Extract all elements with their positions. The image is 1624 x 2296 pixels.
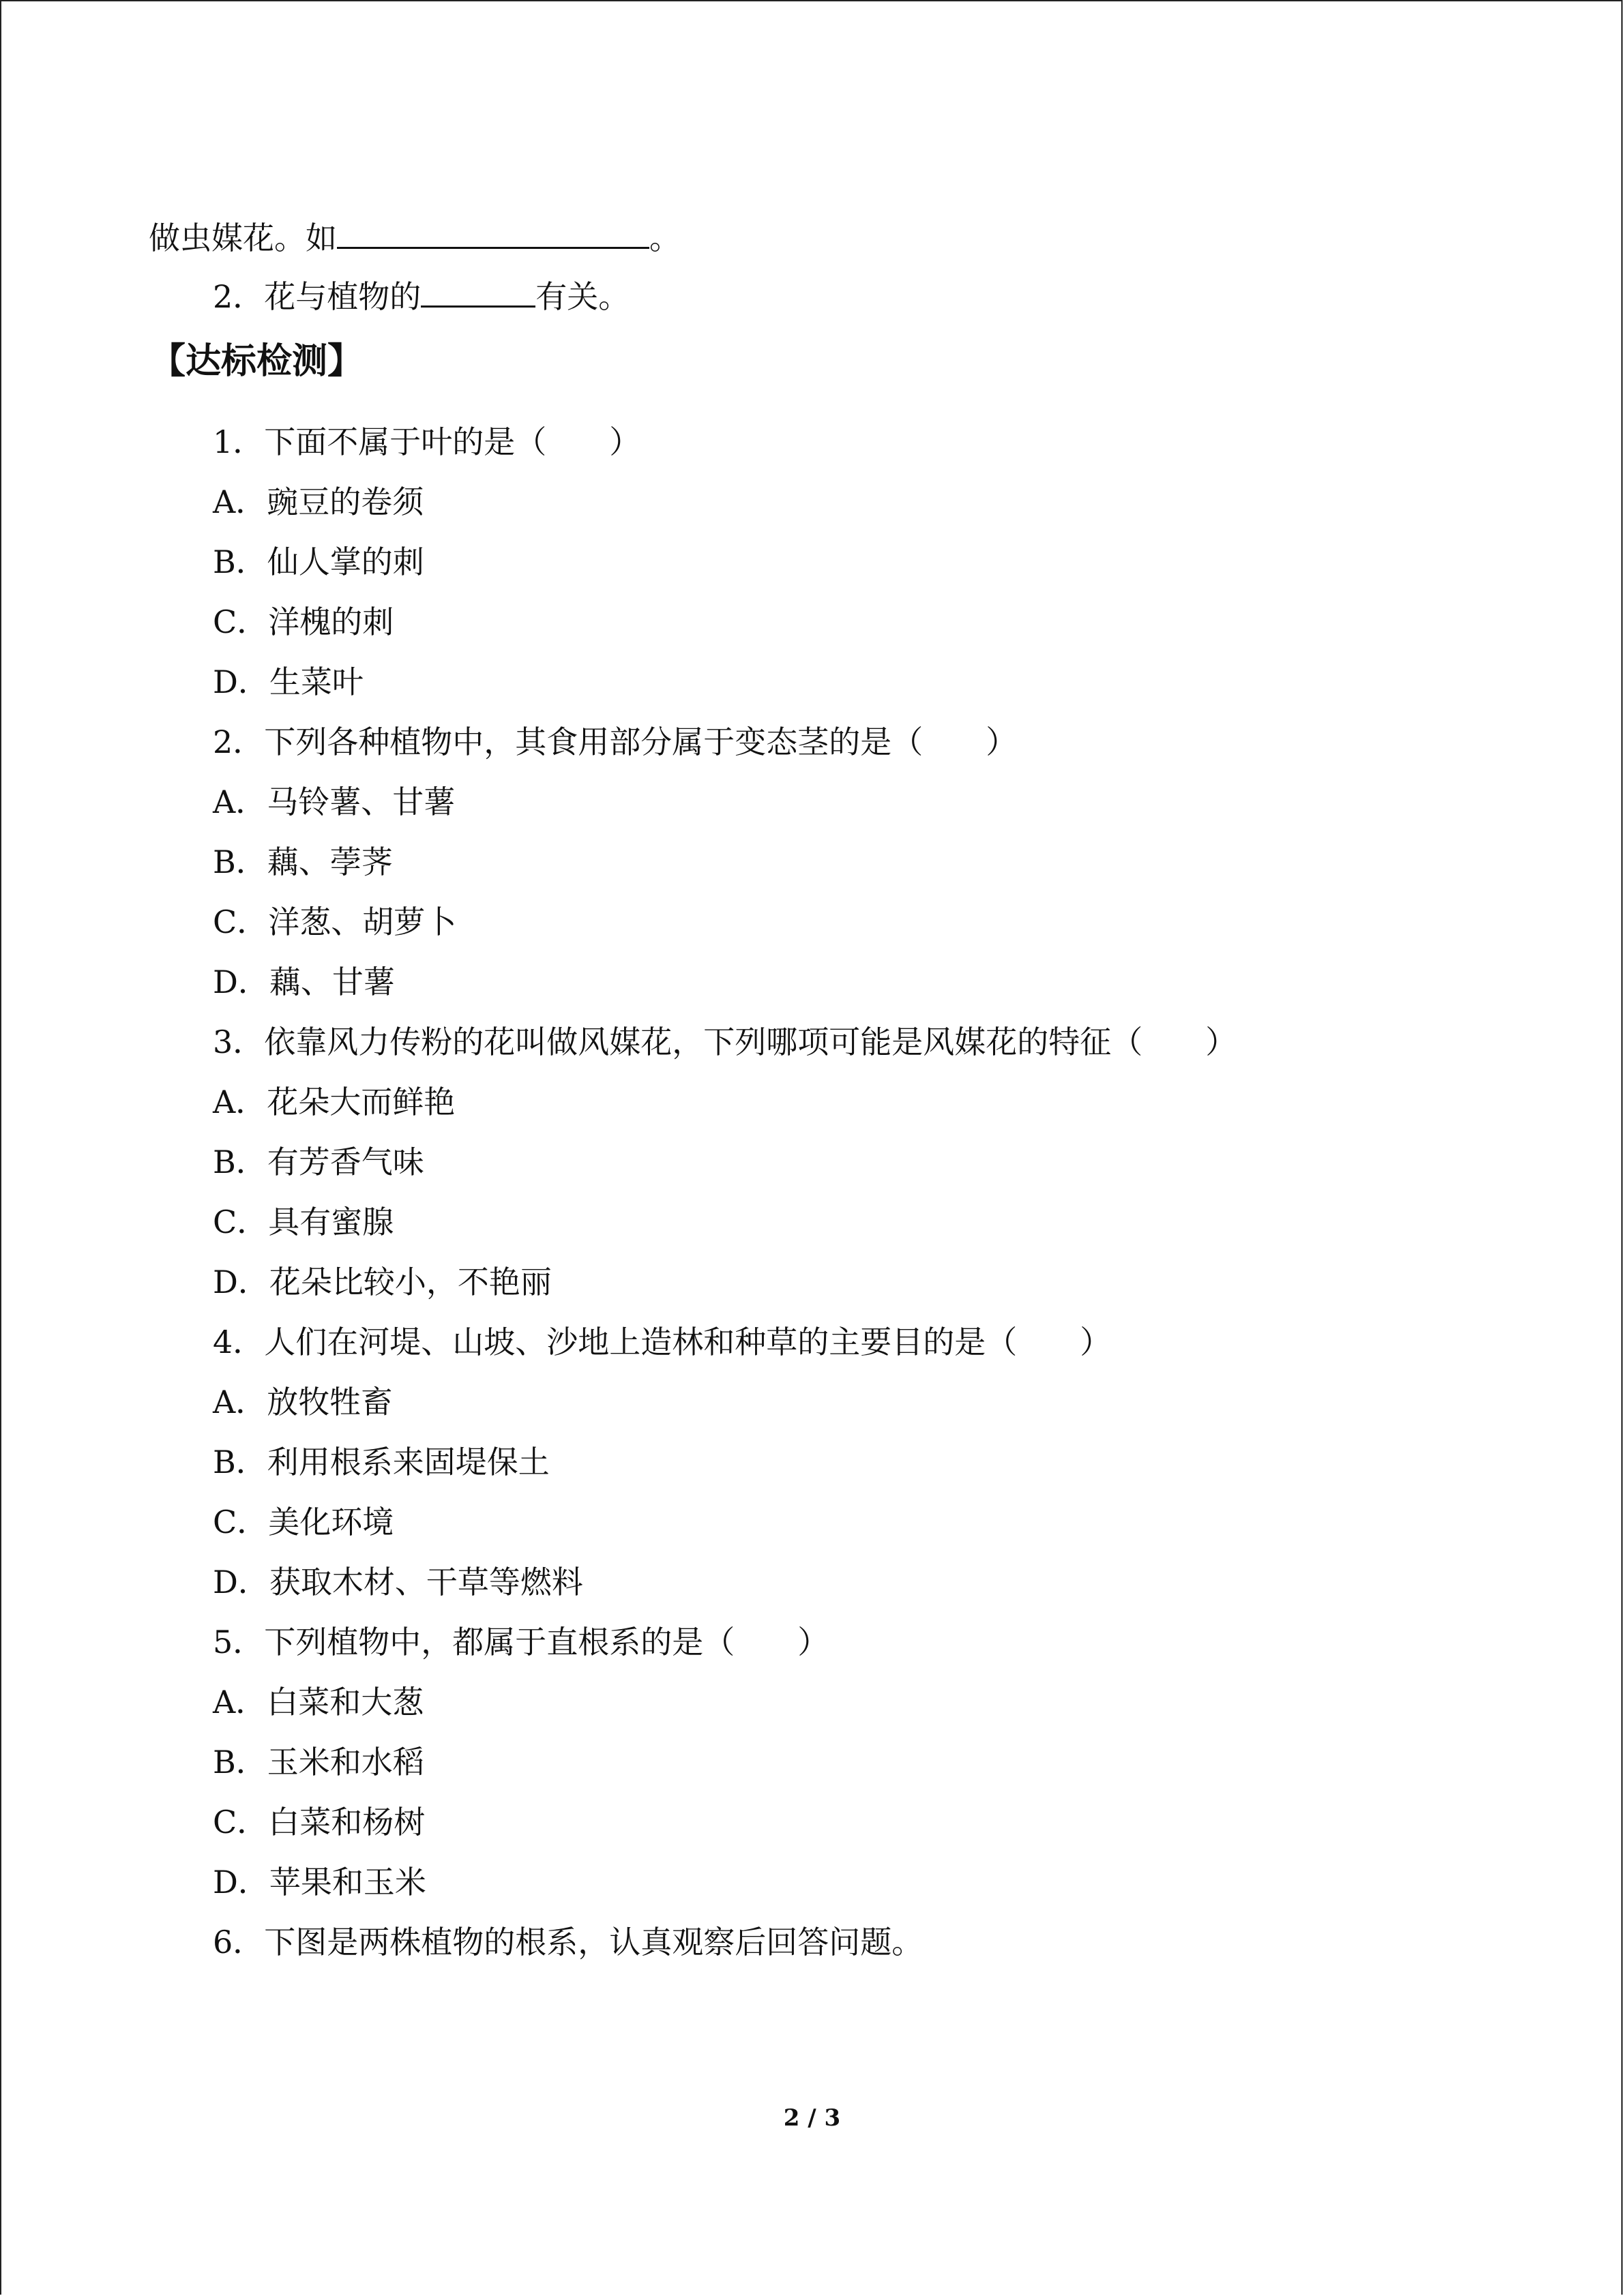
page-number: 2 / 3 xyxy=(783,2104,841,2132)
answer-option[interactable]: B．利用根系来固堤保土 xyxy=(213,1444,550,1480)
answer-option[interactable]: C．洋槐的刺 xyxy=(213,603,394,640)
answer-option[interactable]: C．白菜和杨树 xyxy=(213,1804,426,1840)
answer-option[interactable]: D．生菜叶 xyxy=(213,664,364,700)
answer-option[interactable]: D．藕、甘薯 xyxy=(213,964,395,1000)
question-stem: 6．下图是两株植物的根系，认真观察后回答问题。 xyxy=(213,1924,924,1960)
intro-line-2-after: 有关。 xyxy=(535,278,630,315)
answer-option[interactable]: A．豌豆的卷须 xyxy=(213,483,424,520)
question-stem: 5．下列植物中，都属于直根系的是（ ） xyxy=(213,1624,829,1660)
intro-line-1-after: 。 xyxy=(649,220,681,256)
answer-option[interactable]: C．美化环境 xyxy=(213,1504,394,1540)
answer-option[interactable]: D．花朵比较小，不艳丽 xyxy=(213,1264,552,1300)
answer-option[interactable]: C．具有蜜腺 xyxy=(213,1204,394,1240)
answer-option[interactable]: A．放牧牲畜 xyxy=(213,1384,393,1420)
answer-blank-1[interactable] xyxy=(337,217,649,249)
intro-line-1-before: 做虫媒花。如 xyxy=(149,220,337,256)
question-stem: 4．人们在河堤、山坡、沙地上造林和种草的主要目的是（ ） xyxy=(213,1324,1112,1360)
answer-option[interactable]: C．洋葱、胡萝卜 xyxy=(213,904,457,940)
answer-blank-2[interactable] xyxy=(421,275,535,308)
answer-option[interactable]: B．玉米和水稻 xyxy=(213,1744,424,1780)
intro-line-1 xyxy=(149,217,681,258)
answer-option[interactable]: B．藕、荸荠 xyxy=(213,844,393,880)
answer-option[interactable]: A．花朵大而鲜艳 xyxy=(213,1084,456,1120)
answer-option[interactable]: A．白菜和大葱 xyxy=(213,1684,424,1720)
answer-option[interactable]: A．马铃薯、甘薯 xyxy=(213,784,456,820)
answer-option[interactable]: B．仙人掌的刺 xyxy=(213,543,424,580)
intro-line-2 xyxy=(213,275,630,317)
question-stem: 1．下面不属于叶的是（ ） xyxy=(213,423,641,460)
question-stem: 3．依靠风力传粉的花叫做风媒花，下列哪项可能是风媒花的特征（ ） xyxy=(213,1024,1237,1060)
answer-option[interactable]: B．有芳香气味 xyxy=(213,1144,424,1180)
question-stem: 2．下列各种植物中，其食用部分属于变态茎的是（ ） xyxy=(213,724,1018,760)
section-heading: 【达标检测】 xyxy=(150,341,364,382)
answer-option[interactable]: D．获取木材、干草等燃料 xyxy=(213,1564,583,1600)
answer-option[interactable]: D．苹果和玉米 xyxy=(213,1864,426,1900)
intro-line-2-before: 2．花与植物的 xyxy=(213,278,422,315)
